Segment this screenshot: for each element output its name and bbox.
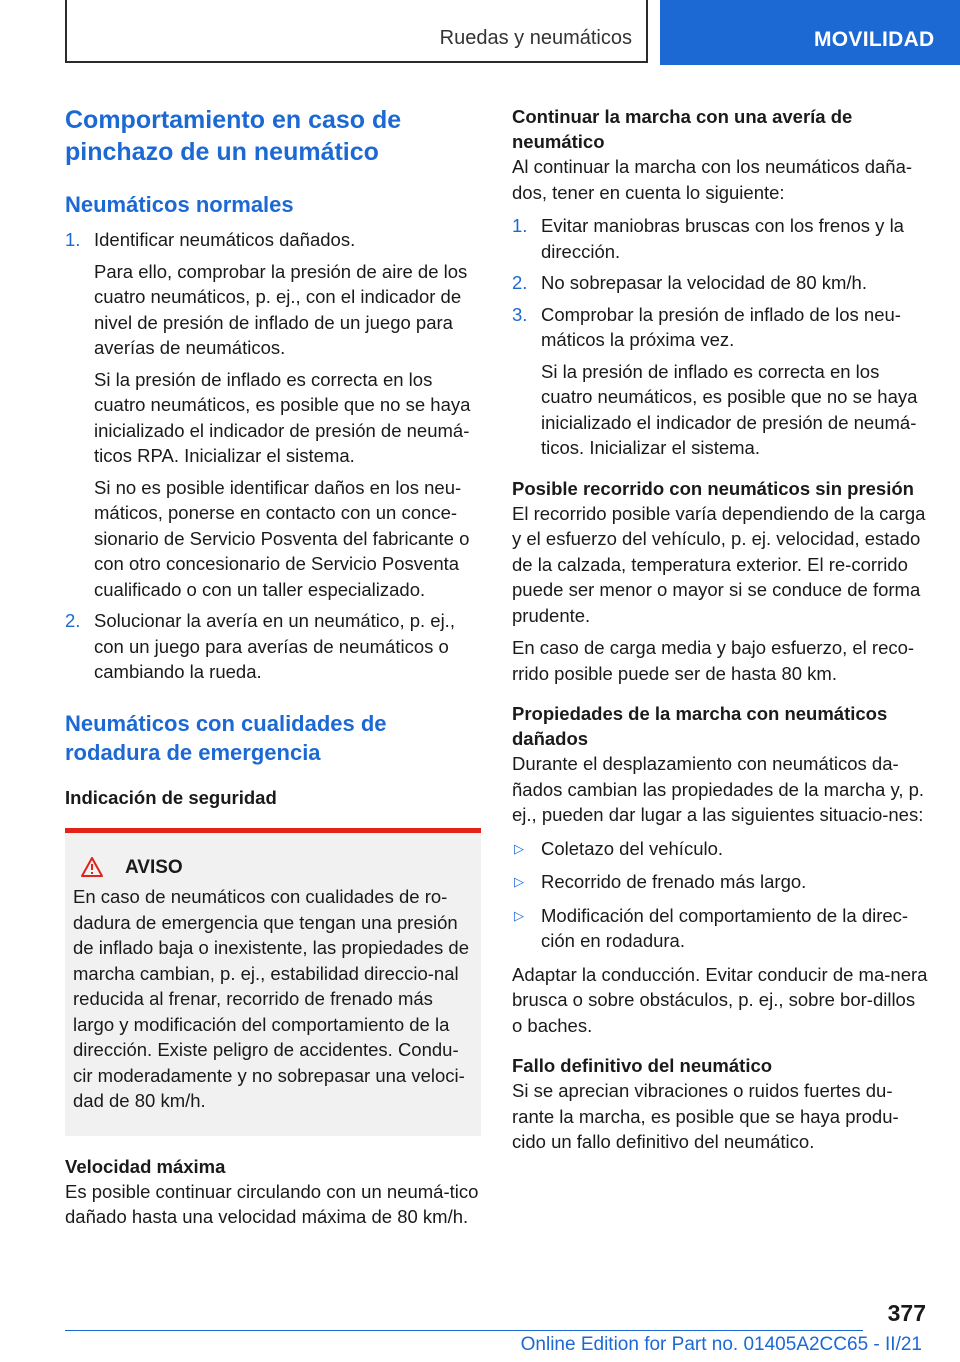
list-item [512,302,930,461]
continue-intro: Al continuar la marcha con los neumáticos daña-dos, tener en cuenta lo siguiente: [512,156,913,203]
step-text: Evitar maniobras bruscas con los frenos y la dirección. [541,215,904,262]
range-paragraph: En caso de carga media y bajo esfuerzo, el reco-rrido posible puede ser de hasta 80 km. [512,637,915,684]
failure-text: Si se aprecian vibraciones o ruidos fuertes du-rante la marcha, es posible que se haya produ-cido un fallo definitivo del neumático. [512,1080,899,1152]
list-item [512,213,930,264]
footer-edition: Online Edition for Part no. 01405A2CC65 - II/21 [520,1334,922,1355]
header-frame [65,0,648,63]
range-paragraph: El recorrido posible varía dependiendo de la carga y el esfuerzo del vehículo, p. ej. velocidad, estado de la calzada, temperatura exterior. El re-corrido puede ser menor o mayor si se conduce de forma prudente. [512,502,926,626]
step-number: 2. [65,610,81,631]
range-heading: Posible recorrido con neumáticos sin presión [512,477,914,499]
speed-text: Es posible continuar circulando con un neumá-tico dañado hasta una velocidad máxima de 80 km/h. [65,1180,479,1227]
left-column [65,96,481,1245]
footer-divider [65,1330,863,1331]
runflat-heading: Neumáticos con cualidades de rodadura de emergencia [65,710,387,765]
step-subtext: Si no es posible identificar daños en los neu-máticos, ponerse en contacto con un conce-sionario de Servicio Posventa del fabricante o con otro concesionario de Servicio Posventa cualificado o con un taller especializado. [94,476,470,600]
continue-steps [512,213,930,461]
list-item [65,227,481,602]
step-number: 2. [512,272,528,293]
step-text: No sobrepasar la velocidad de 80 km/h. [541,272,867,293]
list-item: ▷ Recorrido de frenado más largo. [512,869,930,895]
step-text: Solucionar la avería en un neumático, p. ej., con un juego para averías de neumáticos o cambiando la rueda. [94,610,455,682]
failure-heading: Fallo definitivo del neumático [512,1055,773,1076]
props-bullets [512,836,930,954]
step-number: 1. [512,215,528,236]
step-text: Identificar neumáticos dañados. [94,229,356,250]
normal-tires-steps [65,227,481,685]
speed-heading: Velocidad máxima [65,1155,226,1177]
chapter-tab[interactable]: MOVILIDAD [660,0,960,65]
list-item: ▷ Coletazo del vehículo. [512,836,930,862]
page-number: 377 [887,1300,926,1326]
triangle-bullet-icon: ▷ [514,907,524,923]
step-number: 3. [512,303,528,325]
normal-tires-heading: Neumáticos normales [65,192,294,217]
step-text: Comprobar la presión de inflado de los neu-máticos la próxima vez. [541,303,901,350]
step-subtext: Para ello, comprobar la presión de aire de los cuatro neumáticos, p. ej., con el indicador de nivel de presión de inflado de un juego para averías de neumáticos. [94,260,468,358]
warning-title: AVISO [125,856,183,878]
warning-box [65,828,481,1136]
step-subtext: Si la presión de inflado es correcta en los cuatro neumáticos, es posible que no se haya inicializado el indicador de presión de neumá-ticos. Inicializar el sistema. [541,360,918,458]
list-item [65,608,481,685]
right-column [512,96,930,1170]
warning-text: En caso de neumáticos con cualidades de ro-dadura de emergencia que tengan una presión de inflado baja o inexistente, las propiedades de marcha cambian, p. ej., estabilidad direccio-nal reducida al frenar, recorrido de frenado más largo y modificación del comportamiento de la dirección. Existe peligro de accidentes. Condu-cir moderadamente y no sobrepasar una veloci-dad de 80 km/h. [73,886,469,1111]
continue-heading: Continuar la marcha con una avería de neumático [512,106,853,152]
step-subtext: Si la presión de inflado es correcta en los cuatro neumáticos, es posible que no se haya inicializado el indicador de presión de neumá-ticos RPA. Inicializar el sistema. [94,368,471,466]
list-item: ▷ Modificación del comportamiento de la direc-ción en rodadura. [514,904,909,951]
props-intro: Durante el desplazamiento con neumáticos da-ñados cambian las propiedades de la marcha y, p. ej., pueden dar lugar a las siguientes situacio-nes: [512,753,925,825]
props-heading: Propiedades de la marcha con neumáticos dañados [512,703,888,749]
list-item [512,270,930,296]
page-title: Comportamiento en caso de pinchazo de un neumático [65,106,402,166]
triangle-bullet-icon: ▷ [514,874,524,889]
safety-heading: Indicación de seguridad [65,786,277,808]
section-title: Ruedas y neumáticos [439,27,632,49]
step-number: 1. [65,229,81,250]
triangle-bullet-icon: ▷ [514,840,524,856]
props-outro: Adaptar la conducción. Evitar conducir de ma-nera brusca o sobre obstáculos, p. ej., sobre bor-dillos o baches. [512,963,928,1036]
warning-triangle-icon [81,857,103,877]
